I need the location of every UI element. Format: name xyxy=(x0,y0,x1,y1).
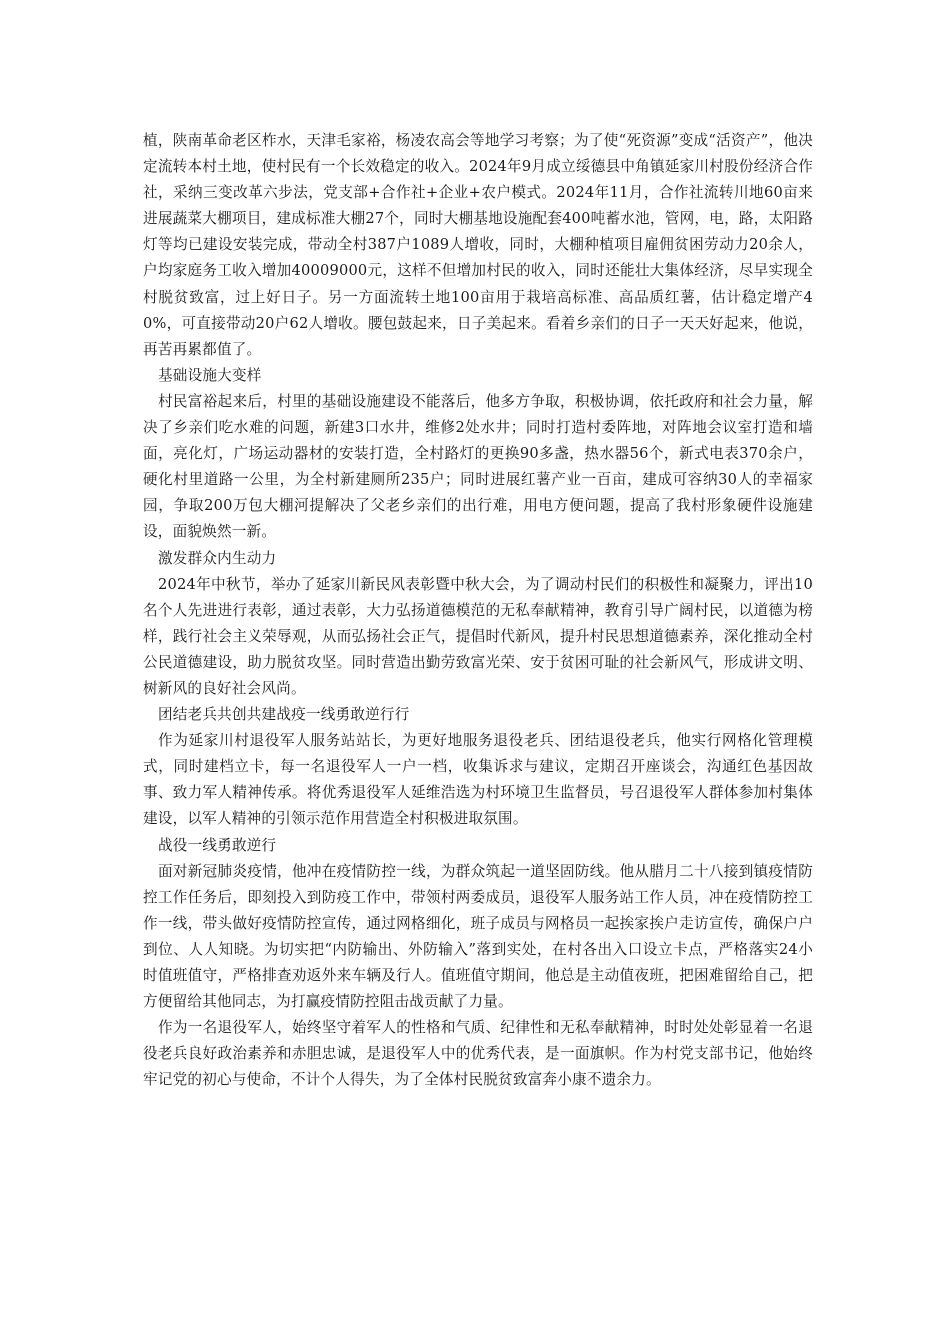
paragraph-infrastructure: 村民富裕起来后，村里的基础设施建设不能落后，他多方争取，积极协调，依托政府和社会力量，解决了乡亲们吃水难的问题，新建3口水井，维修2处水井；同时打造村委阵地，对阵地会议室打造和墙面，亮化灯，广场运动器材的安装打造，全村路灯的更换90多盏，热水器56个，新式电表370余户，硬化村里道路一公里，为全村新建厕所235户；同时进展红薯产业一百亩，建成可容纳30人的幸福家园，争取200万包大棚河提解决了父老乡亲们的出行难，用电方便问题，提高了我村形象硬件设施建设，面貌焕然一新。 xyxy=(143,392,813,541)
heading-motivation: 激发群众内生动力 xyxy=(158,549,277,567)
heading-epidemic: 战役一线勇敢逆行 xyxy=(158,836,277,854)
paragraph-motivation: 2024年中秋节，举办了延家川新民风表彰暨中秋大会，为了调动村民们的积极性和凝聚力，评出10名个人先进进行表彰，通过表彰，大力弘扬道德模范的无私奉献精神，教育引导广阔村民，以道德为榜样，践行社会主义荣辱观，从而弘扬社会正气，提倡时代新风，提升村民思想道德素养，深化推动全村公民道德建设，助力脱贫攻坚。同时营造出勤劳致富光荣、安于贫困可耻的社会新风气，形成讲文明、树新风的良好社会风尚。 xyxy=(143,575,813,697)
heading-veterans: 团结老兵共创共建战疫一线勇敢逆行行 xyxy=(158,706,410,724)
heading-infrastructure: 基础设施大变样 xyxy=(158,366,262,384)
paragraph-intro: 植，陕南革命老区柞水，天津毛家裕，杨凌农高会等地学习考察；为了使“死资源”变成“活资产”，他决定流转本村土地，使村民有一个长效稳定的收入。2024年9月成立绥德县中角镇延家川村股份经济合作社，采纳三变改革六步法，党支部+合作社+企业+农户模式。2024年11月，合作社流转川地60亩来进展蔬菜大棚项目，建成标准大棚27个，同时大棚基地设施配套400吨蓄水池，管网，电，路，太阳路灯等均已建设安装完成，带动全村387户1089人增收，同时，大棚种植项目雇佣贫困劳动力20余人，户均家庭务工收入增加40009000元，这样不但增加村民的收入，同时还能壮大集体经济，尽早实现全村脱贫致富，过上好日子。另一方面流转土地100亩用于栽培高标准、高品质红薯，估计稳定增产40%，可直接带动20户62人增收。腰包鼓起来，日子美起来。看着乡亲们的日子一天天好起来，他说，再苦再累都值了。 xyxy=(143,132,813,358)
paragraph-conclusion: 作为一名退役军人，始终坚守着军人的性格和气质、纪律性和无私奉献精神，时时处处彰显着一名退役老兵良好政治素养和赤胆忠诚，是退役军人中的优秀代表，是一面旗帜。作为村党支部书记，他始终牢记党的初心与使命，不计个人得失，为了全体村民脱贫致富奔小康不遗余力。 xyxy=(143,1019,813,1089)
paragraph-epidemic: 面对新冠肺炎疫情，他冲在疫情防控一线，为群众筑起一道坚固防线。他从腊月二十八接到镇疫情防控工作任务后，即刻投入到防疫工作中，带领村两委成员，退役军人服务站工作人员，冲在疫情防控工作一线，带头做好疫情防控宣传，通过网格细化，班子成员与网格员一起挨家挨户走访宣传，确保户户到位、人人知晓。为切实把“内防输出、外防输入”落到实处，在村各出入口设立卡点，严格落实24小时值班值守，严格排查劝返外来车辆及行人。值班值守期间，他总是主动值夜班，把困难留给自己，把方便留给其他同志，为打赢疫情防控阻击战贡献了力量。 xyxy=(143,862,813,1011)
paragraph-veterans: 作为延家川村退役军人服务站站长，为更好地服务退役老兵、团结退役老兵，他实行网格化管理模式，同时建档立卡，每一名退役军人一户一档，收集诉求与建议，定期召开座谈会，沟通红色基因故事、致力军人精神传承。将优秀退役军人延维浩选为村环境卫生监督员，号召退役军人群体参加村集体建设，以军人精神的引领示范作用营造全村积极进取氛围。 xyxy=(143,732,813,828)
document-body xyxy=(143,128,813,1093)
